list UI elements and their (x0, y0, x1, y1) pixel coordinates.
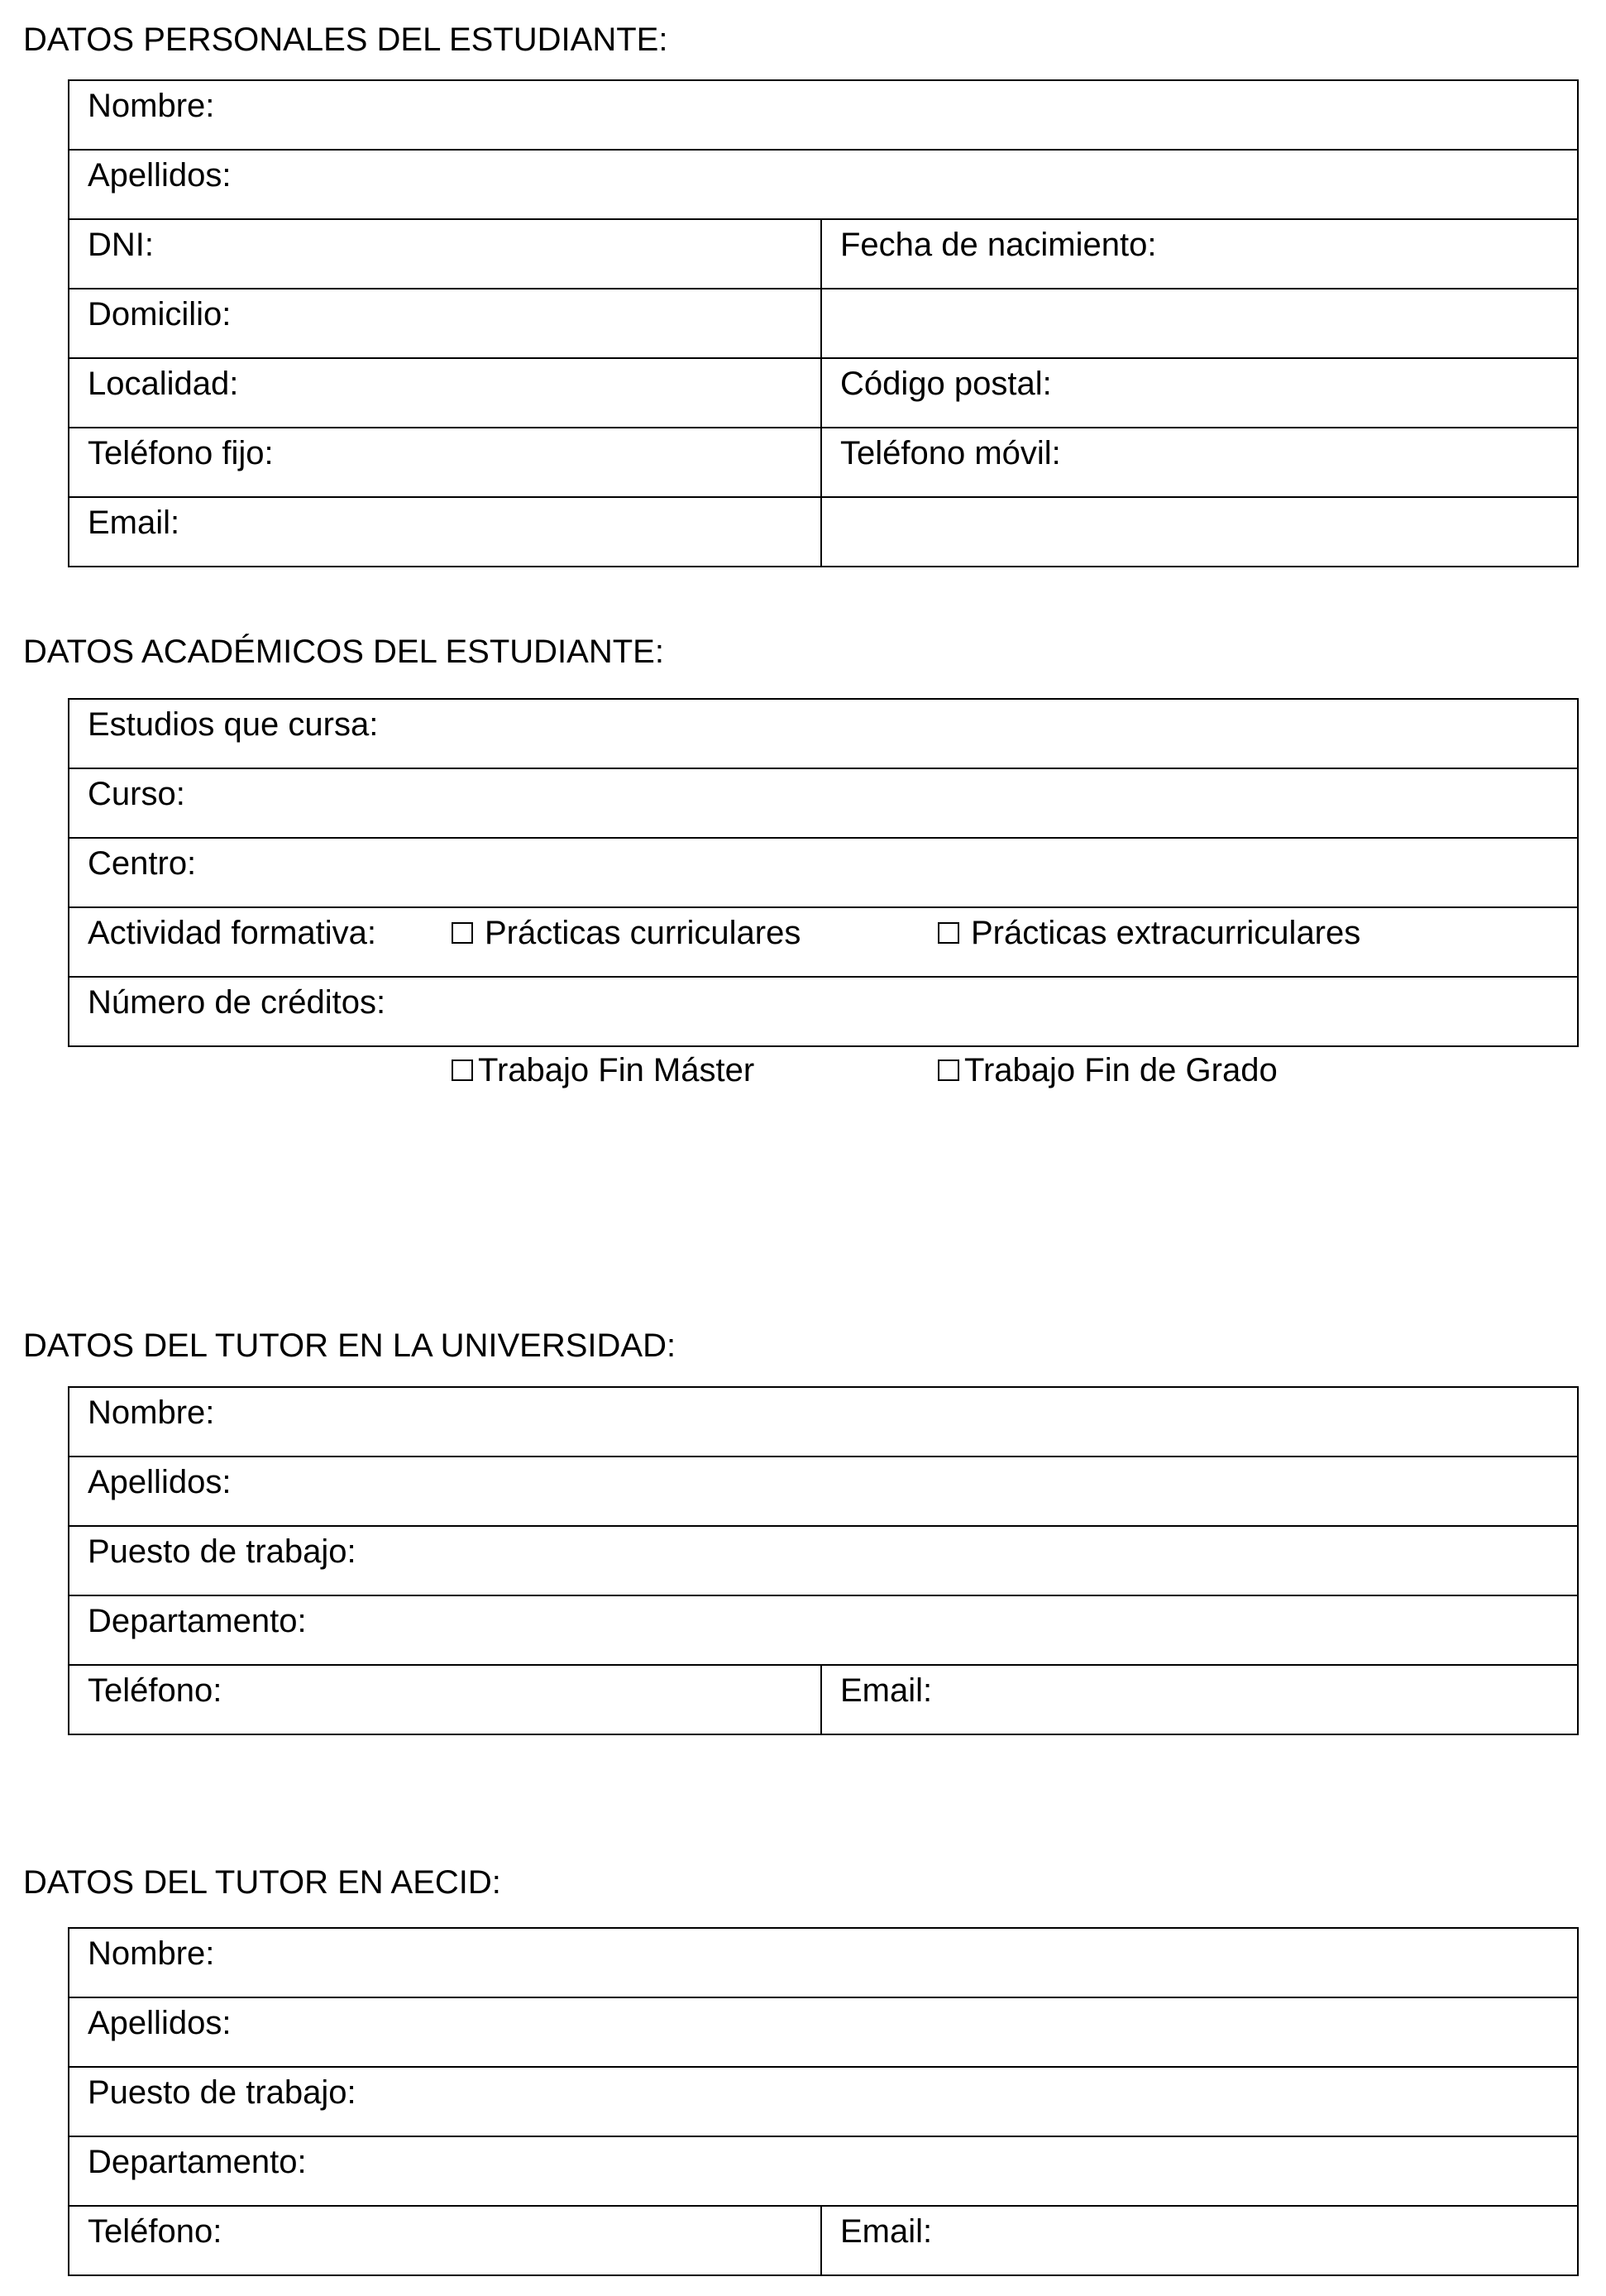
tutor-aecid-table (68, 1927, 1579, 2276)
centro-field[interactable] (69, 838, 1578, 907)
tutor-aecid-nombre-label: Nombre: (88, 1935, 215, 1972)
tutor-universidad-nombre-field[interactable] (69, 1387, 1578, 1457)
tutor-aecid-puesto-label: Puesto de trabajo: (88, 2074, 356, 2111)
tutor-aecid-departamento-field[interactable] (69, 2136, 1578, 2206)
nombre-label: Nombre: (88, 88, 215, 124)
nombre-field[interactable] (69, 80, 1578, 150)
tutor-aecid-apellidos-label: Apellidos: (88, 2005, 232, 2041)
dni-field[interactable] (69, 219, 821, 289)
estudios-label: Estudios que cursa: (88, 706, 379, 743)
telefono-fijo-label: Teléfono fijo: (88, 435, 274, 471)
tutor-aecid-telefono-label: Teléfono: (88, 2213, 222, 2250)
domicilio-field[interactable] (69, 289, 821, 358)
practicas-curriculares-label: Prácticas curriculares (485, 915, 801, 951)
section-title-tutor-universidad: DATOS DEL TUTOR EN LA UNIVERSIDAD: (23, 1327, 676, 1364)
email-field[interactable] (69, 497, 821, 567)
email-label: Email: (88, 505, 180, 541)
trabajo-fin-grado-label: Trabajo Fin de Grado (964, 1052, 1278, 1088)
email-continuation-field[interactable] (821, 497, 1578, 567)
curso-label: Curso: (88, 776, 185, 812)
telefono-movil-field[interactable] (821, 428, 1578, 497)
checkbox-trabajo-fin-grado[interactable] (938, 1060, 959, 1081)
section-title-personal: DATOS PERSONALES DEL ESTUDIANTE: (23, 22, 668, 58)
tutor-aecid-departamento-label: Departamento: (88, 2144, 307, 2180)
practicas-extracurriculares-label: Prácticas extracurriculares (971, 915, 1361, 951)
localidad-label: Localidad: (88, 366, 239, 402)
option-trabajo-fin-master[interactable] (452, 1050, 754, 1090)
checkbox-practicas-curriculares[interactable] (452, 922, 473, 944)
curso-field[interactable] (69, 768, 1578, 838)
codigo-postal-label: Código postal: (840, 366, 1052, 402)
telefono-fijo-field[interactable] (69, 428, 821, 497)
tutor-universidad-departamento-label: Departamento: (88, 1603, 307, 1639)
checkbox-trabajo-fin-master[interactable] (452, 1060, 473, 1081)
option-trabajo-fin-grado[interactable] (938, 1050, 1278, 1090)
personal-data-table (68, 79, 1579, 567)
tutor-aecid-email-label: Email: (840, 2213, 933, 2250)
tutor-aecid-telefono-field[interactable] (69, 2206, 821, 2275)
tutor-universidad-apellidos-label: Apellidos: (88, 1464, 232, 1500)
domicilio-continuation-field[interactable] (821, 289, 1578, 358)
tutor-aecid-nombre-field[interactable] (69, 1928, 1578, 1997)
tutor-universidad-puesto-label: Puesto de trabajo: (88, 1533, 356, 1570)
tutor-universidad-telefono-field[interactable] (69, 1665, 821, 1734)
option-practicas-curriculares[interactable] (452, 913, 801, 953)
tutor-universidad-telefono-label: Teléfono: (88, 1672, 222, 1709)
fecha-nacimiento-label: Fecha de nacimiento: (840, 227, 1157, 263)
telefono-movil-label: Teléfono móvil: (840, 435, 1061, 471)
section-title-academic: DATOS ACADÉMICOS DEL ESTUDIANTE: (23, 634, 664, 670)
trabajo-fin-master-label: Trabajo Fin Máster (478, 1052, 755, 1088)
creditos-label: Número de créditos: (88, 984, 386, 1021)
section-title-tutor-aecid: DATOS DEL TUTOR EN AECID: (23, 1864, 501, 1901)
tutor-universidad-table (68, 1386, 1579, 1735)
apellidos-field[interactable] (69, 150, 1578, 219)
tutor-universidad-nombre-label: Nombre: (88, 1394, 215, 1431)
estudios-field[interactable] (69, 699, 1578, 768)
codigo-postal-field[interactable] (821, 358, 1578, 428)
localidad-field[interactable] (69, 358, 821, 428)
option-practicas-extracurriculares[interactable] (938, 913, 1360, 953)
centro-label: Centro: (88, 845, 197, 882)
actividad-formativa-label: Actividad formativa: (88, 915, 377, 951)
tutor-aecid-apellidos-field[interactable] (69, 1997, 1578, 2067)
creditos-field[interactable] (69, 977, 1578, 1046)
dni-label: DNI: (88, 227, 154, 263)
apellidos-label: Apellidos: (88, 157, 232, 194)
checkbox-practicas-extracurriculares[interactable] (938, 922, 959, 944)
tutor-universidad-departamento-field[interactable] (69, 1595, 1578, 1665)
academic-data-table (68, 698, 1579, 1088)
domicilio-label: Domicilio: (88, 296, 232, 332)
tutor-aecid-puesto-field[interactable] (69, 2067, 1578, 2136)
tutor-universidad-email-field[interactable] (821, 1665, 1578, 1734)
tutor-universidad-email-label: Email: (840, 1672, 933, 1709)
tutor-universidad-puesto-field[interactable] (69, 1526, 1578, 1595)
fecha-nacimiento-field[interactable] (821, 219, 1578, 289)
tutor-aecid-email-field[interactable] (821, 2206, 1578, 2275)
tutor-universidad-apellidos-field[interactable] (69, 1457, 1578, 1526)
